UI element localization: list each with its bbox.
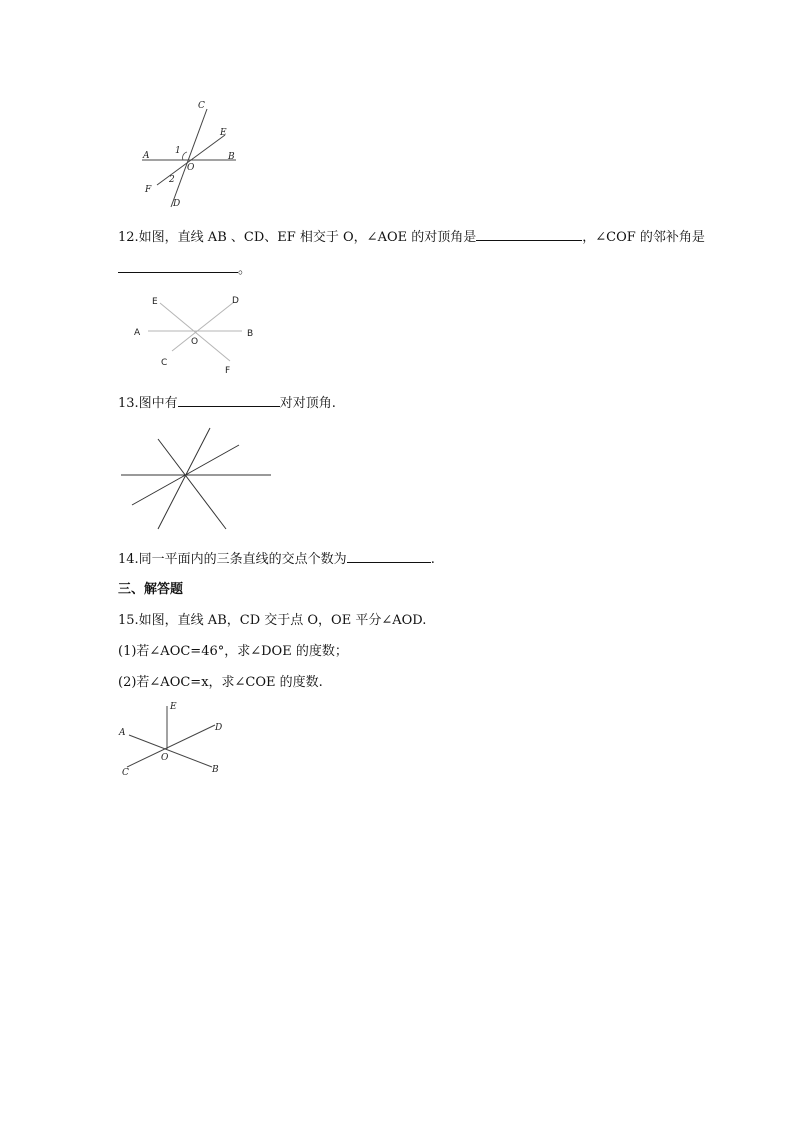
label-a: A [143, 151, 150, 161]
question-13-suffix: 对对顶角. [279, 396, 336, 411]
line-ef [160, 303, 230, 361]
question-15-stem: 15.如图，直线 AB，CD 交于点 O，OE 平分∠AOD. [118, 613, 427, 628]
label-f: F [225, 366, 231, 376]
label-f: F [145, 185, 152, 195]
figure-q11-intersecting-lines [130, 95, 250, 215]
line-cd [172, 302, 234, 351]
label-e: E [220, 128, 227, 138]
answer-blank-14[interactable] [347, 549, 431, 563]
section-3-heading: 三、解答题 [118, 582, 184, 597]
question-12-text-2: ，∠COF 的邻补角是 [582, 230, 705, 245]
question-14 [118, 549, 435, 569]
label-b: B [247, 329, 254, 339]
label-c: C [198, 101, 205, 111]
label-b: B [228, 152, 235, 162]
question-12-line-2 [118, 259, 251, 279]
figure-q12-intersecting-lines [130, 288, 270, 378]
label-e: E [170, 702, 177, 712]
figure-q15-bisector [115, 700, 235, 782]
line-cd [127, 725, 215, 767]
question-15-part-2: (2)若∠AOC=x，求∠COE 的度数. [118, 675, 323, 690]
question-13-prefix: 13.图中有 [118, 396, 178, 411]
label-d: D [232, 296, 239, 306]
answer-blank-12a[interactable] [476, 227, 582, 241]
question-14-suffix: . [430, 552, 435, 567]
label-c: C [161, 358, 168, 368]
label-o: O [191, 337, 199, 347]
question-13 [118, 393, 336, 413]
label-a: A [119, 728, 126, 738]
question-12-line-1 [118, 227, 705, 247]
label-angle-2: 2 [169, 175, 175, 185]
label-o: O [187, 163, 195, 173]
angle-1-arc [183, 152, 187, 160]
answer-blank-13[interactable] [178, 393, 280, 407]
line-ab [129, 735, 212, 767]
label-a: A [134, 328, 141, 338]
question-14-prefix: 14.同一平面内的三条直线的交点个数为 [118, 552, 347, 567]
label-d: D [215, 723, 223, 733]
line-2 [158, 428, 210, 529]
figure-q13-four-lines [118, 425, 278, 535]
label-angle-1: 1 [175, 146, 181, 156]
question-12-text: 12.如图，直线 AB 、CD、EF 相交于 O，∠AOE 的对顶角是 [118, 230, 477, 245]
label-d: D [173, 199, 181, 209]
answer-blank-12b[interactable] [118, 259, 238, 273]
line-3 [158, 439, 226, 529]
label-c: C [122, 768, 129, 778]
label-e: E [152, 297, 158, 307]
question-12-end: 。 [238, 262, 252, 277]
label-b: B [212, 765, 219, 775]
label-o: O [161, 753, 169, 763]
line-cd [171, 109, 207, 207]
question-15-part-1: (1)若∠AOC=46°，求∠DOE 的度数； [118, 644, 348, 659]
